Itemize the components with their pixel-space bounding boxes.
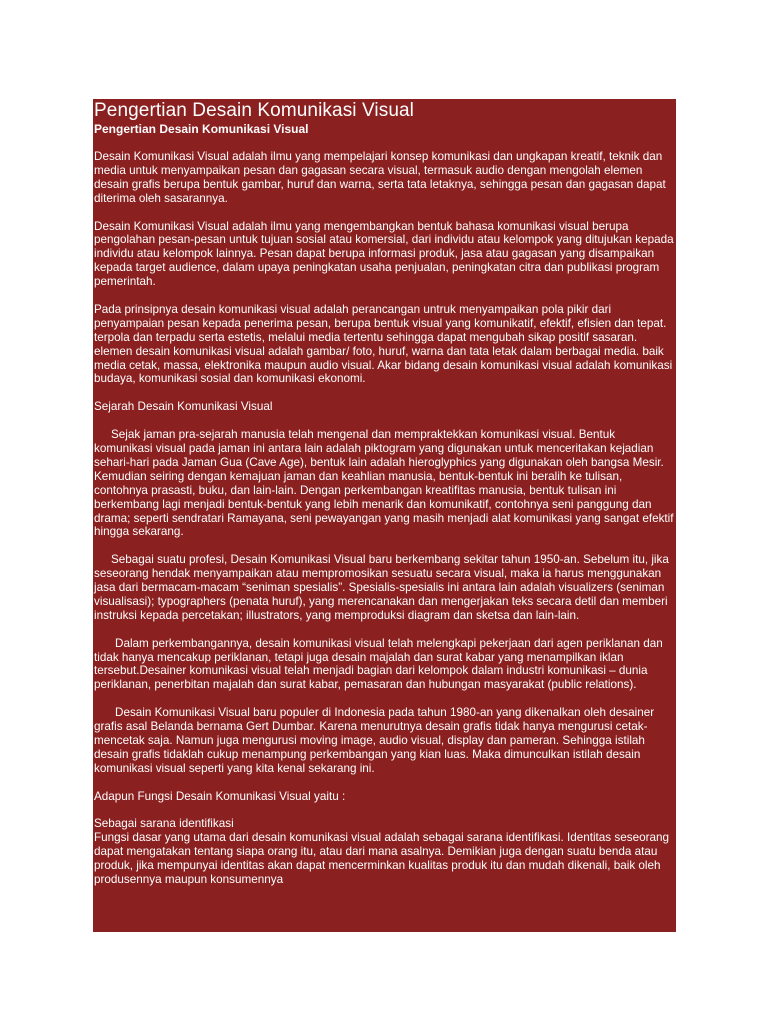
history-paragraph-1: Sejak jaman pra-sejarah manusia telah mengenal dan mempraktekkan komunikasi visual. Bentuk komunikasi visual pada jaman ini antara lain adalah piktogram yang digunakan untuk menceritakan kejadian sehari-hari pada Jaman Gua (Cave Age), bentuk lain adalah hieroglyphics yang digunakan oleh bangsa Mesir. Kemudian seiring dengan kemajuan jaman dan keahlian manusia, bentuk-bentuk ini beralih ke tulisan, contohnya prasasti, buku, dan lain-lain. Dengan perkembangan kreatifitas manusia, bentuk tulisan ini berkembang lagi menjadi bentuk-bentuk yang lebih menarik dan komunikatif, contohnya seni panggung dan drama; seperti sendratari Ramayana, seni pewayangan yang masih menjadi alat komunikasi yang sangat efektif hingga sekarang. — [94, 428, 674, 539]
history-heading: Sejarah Desain Komunikasi Visual — [94, 400, 273, 414]
document-subtitle: Pengertian Desain Komunikasi Visual — [94, 122, 309, 136]
paragraph-definition-1: Desain Komunikasi Visual adalah ilmu yang mempelajari konsep komunikasi dan ungkapan kreatif, teknik dan media untuk menyampaikan pesan dan gagasan secara visual, termasuk audio dengan mengolah elemen desain grafis berupa bentuk gambar, huruf dan warna, serta tata letaknya, sehingga pesan dan gagasan dapat diterima oleh sasarannya. — [94, 150, 666, 205]
history-paragraph-3: Dalam perkembangannya, desain komunikasi visual telah melengkapi pekerjaan dari agen periklanan dan tidak hanya mencakup periklanan, tetapi juga desain majalah dan surat kabar yang menampilkan iklan tersebut.Desainer komunikasi visual telah menjadi bagian dari kelompok dalam industri komunikasi – dunia periklanan, penerbitan majalah dan surat kabar, pemasaran dan hubungan masyarakat (public relations). — [94, 636, 663, 692]
history-paragraph-2: Sebagai suatu profesi, Desain Komunikasi Visual baru berkembang sekitar tahun 1950-an. Sebelum itu, jika seseorang hendak menyampaikan atau mempromosikan sesuatu secara visual, maka ia harus menggunakan jasa dari bermacam-macam “seniman spesialis”. Spesialis-spesialis ini antara lain adalah visualizers (seniman visualisasi); typographers (penata huruf), yang merencanakan dan mengerjakan teks secara detil dan memberi instruksi kepada percetakan; illustrators, yang memproduksi diagram dan sketsa dan lain-lain. — [94, 553, 669, 622]
history-paragraph-4: Desain Komunikasi Visual baru populer di Indonesia pada tahun 1980-an yang dikenalkan oleh desainer grafis asal Belanda bernama Gert Dumbar. Karena menurutnya desain grafis tidak hanya mengurusi cetak-mencetak saja. Namun juga mengurusi moving image, audio visual, display dan pameran. Sehingga istilah desain grafis tidaklah cukup menampung perkembangan yang kian luas. Maka dimunculkan istilah desain komunikasi visual seperti yang kita kenal sekarang ini. — [94, 706, 655, 775]
paragraph-definition-2: Desain Komunikasi Visual adalah ilmu yang mengembangkan bentuk bahasa komunikasi visual berupa pengolahan pesan-pesan untuk tujuan sosial atau komersial, dari individu atau kelompok yang ditujukan kepada individu atau kelompok lainnya. Pesan dapat berupa informasi produk, jasa atau gagasan yang disampaikan kepada target audience, dalam upaya peningkatan usaha penjualan, peningkatan citra dan publikasi program pemerintah. — [94, 219, 674, 289]
document-page — [93, 99, 676, 932]
document-title: Pengertian Desain Komunikasi Visual — [94, 100, 414, 121]
function-heading: Adapun Fungsi Desain Komunikasi Visual yaitu : — [94, 789, 346, 803]
function-1-heading: Sebagai sarana identifikasi — [94, 817, 234, 831]
paragraph-principle: Pada prinsipnya desain komunikasi visual adalah perancangan untruk menyampaikan pola pikir dari penyampaian pesan kepada penerima pesan, berupa bentuk visual yang komunikatif, efektif, efisien dan tepat. terpola dan terpadu serta estetis, melalui media tertentu sehingga dapat mengubah sikap positif sasaran. elemen desain komunikasi visual adalah gambar/ foto, huruf, warna dan tata letak dalam berbagai media. baik media cetak, massa, elektronika maupun audio visual. Akar bidang desain komunikasi visual adalah komunikasi budaya, komunikasi sosial dan komunikasi ekonomi. — [94, 302, 673, 386]
function-1-text: Fungsi dasar yang utama dari desain komunikasi visual adalah sebagai sarana identifikasi. Identitas seseorang dapat mengatakan tentang siapa orang itu, atau dari mana asalnya. Demikian juga dengan suatu benda atau produk, jika mempunyai identitas akan dapat mencerminkan kualitas produk itu dan mudah dikenali, baik oleh produsennya maupun konsumennya — [94, 831, 669, 886]
